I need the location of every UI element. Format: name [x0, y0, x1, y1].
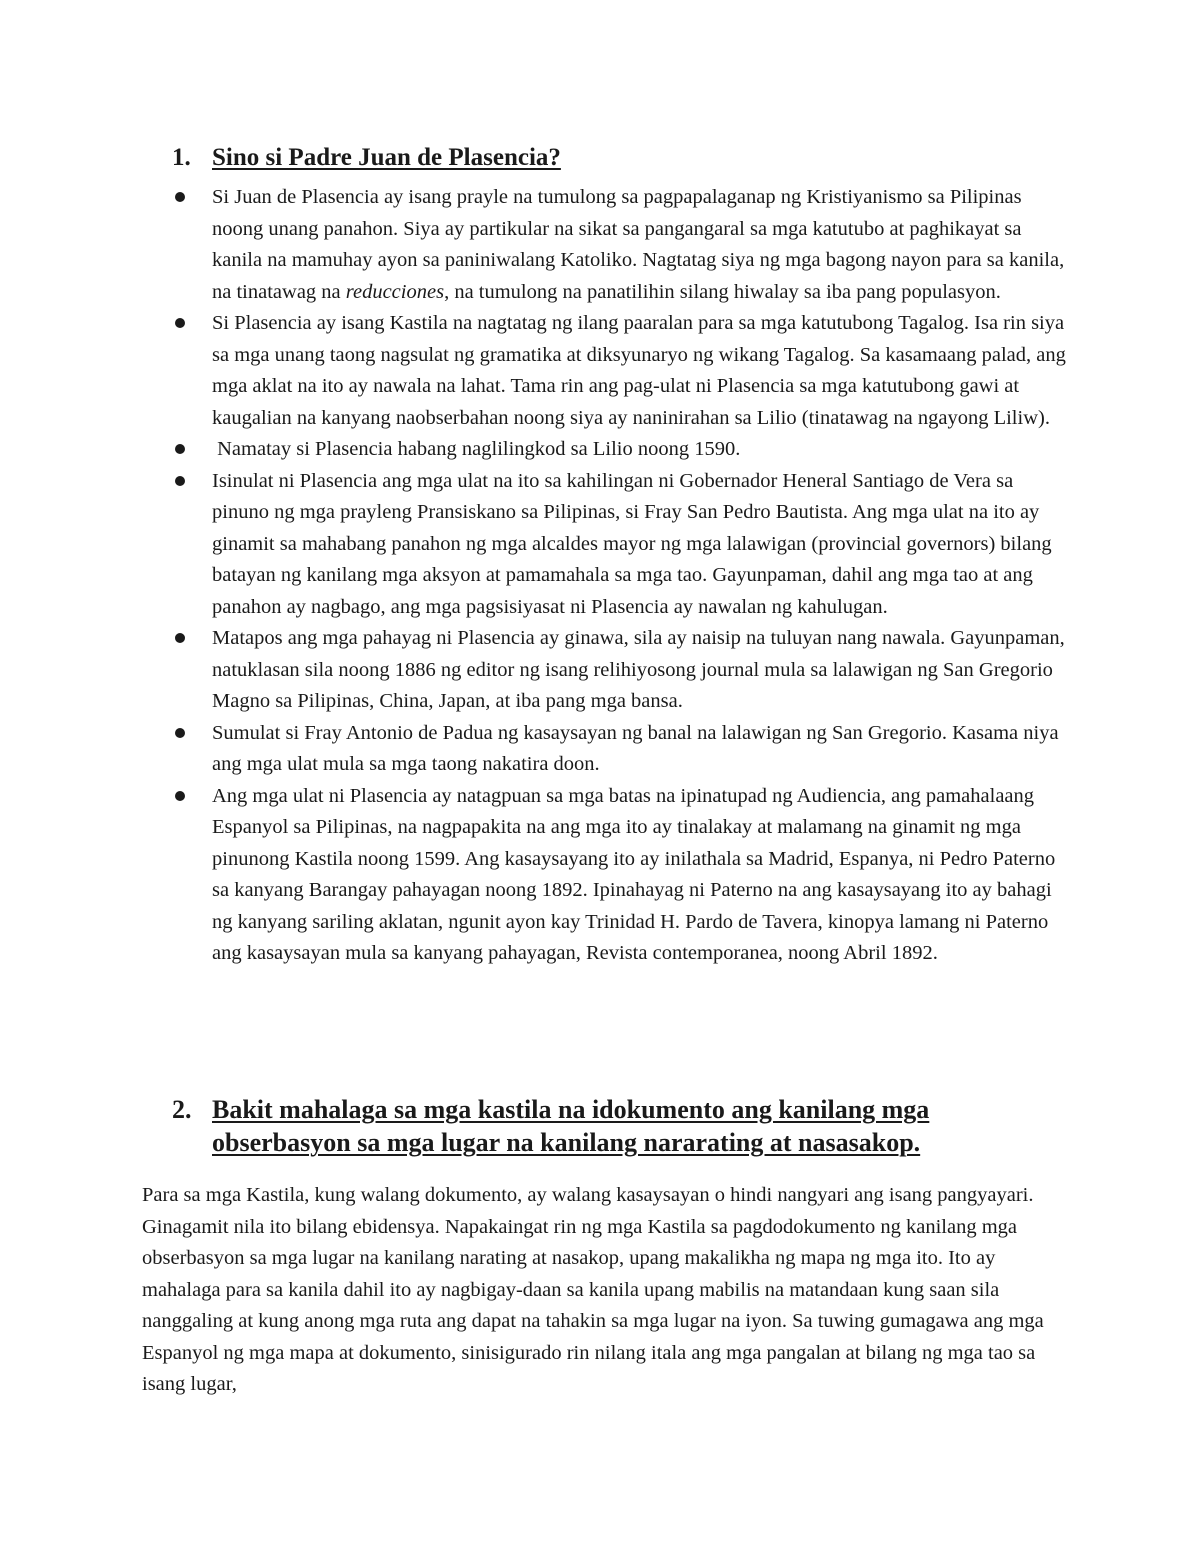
section-1-number: 1.: [172, 144, 191, 171]
bullet-dot-icon: [175, 476, 185, 486]
bullet-text: Isinulat ni Plasencia ang mga ulat na ito sa kahilingan ni Gobernador Heneral Santiago de Vera sa pinuno ng mga prayleng Pransiskano sa Pilipinas, si Fray San Pedro Bautista. Ang mga ulat na ito ay ginamit sa mahabang panahon ng mga alcaldes mayor ng mga lalawigan (provincial governors) bilang batayan ng kanilang mga aksyon at pamamahala sa mga tao. Gayunpaman, dahil ang mga tao at ang panahon ay nagbago, ang mga pagsisiyasat ni Plasencia ay nawalan ng kahulugan.: [212, 469, 1052, 618]
section-1-bullet-list: [172, 182, 1072, 970]
bullet-item: [172, 434, 1072, 466]
bullet-item: [172, 308, 1072, 434]
section-2-paragraph: Para sa mga Kastila, kung walang dokumento, ay walang kasaysayan o hindi nangyari ang isang pangyayari. Ginagamit nila ito bilang ebidensya. Napakaingat rin ng mga Kastila sa pagdodokumento ng kanilang mga obserbasyon sa mga lugar na kanilang narating at nasakop, upang makalikha ng mapa ng mga ito. Ito ay mahalaga para sa kanila dahil ito ay nagbigay-daan sa kanila upang mabilis na matandaan kung saan sila nanggaling at kung anong mga ruta ang dapat na tahakin sa mga lugar na iyon. Sa tuwing gumagawa ang mga Espanyol ng mga mapa at dokumento, sinisigurado rin nilang itala ang mga pangalan at bilang ng mga tao sa isang lugar,: [142, 1184, 1044, 1395]
bullet-text-italic: reducciones: [345, 280, 445, 303]
bullet-dot-icon: [175, 444, 185, 454]
bullet-item: [172, 623, 1072, 718]
bullet-text-before: Si Juan de Plasencia ay isang prayle na tumulong sa pagpapalaganap ng Kristiyanismo sa Pilipinas noong unang panahon. Siya ay partikular na sikat sa pangangaral sa mga katutubo at paghikayat sa kanila na mamuhay ayon sa paniniwalang Katoliko. Nagtatag siya ng mga bagong nayon para sa kanila, na tinatawag na: [212, 186, 1065, 303]
bullet-text: Ang mga ulat ni Plasencia ay natagpuan sa mga batas na ipinatupad ng Audiencia, ang pamahalaang Espanyol sa Pilipinas, na nagpapakita na ang mga ito ay tinalakay at malamang na ginamit ng mga pinunong Kastila noong 1599. Ang kasaysayang ito ay inilathala sa Madrid, Espanya, ni Pedro Paterno sa kanyang Barangay pahayagan noong 1892. Ipinahayag ni Paterno na ang kasaysayang ito ay bahagi ng kanyang sariling aklatan, ngunit ayon kay Trinidad H. Pardo de Tavera, kinopya lamang ni Paterno ang kasaysayan mula sa kanyang pahayagan, Revista contemporanea, noong Abril 1892.: [212, 784, 1056, 964]
section-1-title: Sino si Padre Juan de Plasencia?: [212, 144, 561, 171]
section-2-number: 2.: [172, 1095, 192, 1124]
bullet-dot-icon: [175, 633, 185, 643]
bullet-text: Si Plasencia ay isang Kastila na nagtatag ng ilang paaralan para sa mga katutubong Tagalog. Isa rin siya sa mga unang taong nagsulat ng gramatika at diksyunaryo ng wikang Tagalog. Sa kasamaang palad, ang mga aklat na ito ay nawala na lahat. Tama rin ang pag-ulat ni Plasencia sa mga katutubong gawi at kaugalian na kanyang naobserbahan noong siya ay naninirahan sa Lilio (tinatawag na ngayong Liliw).: [212, 312, 1066, 429]
bullet-dot-icon: [175, 728, 185, 738]
bullet-item: [172, 466, 1072, 624]
bullet-dot-icon: [175, 318, 185, 328]
bullet-dot-icon: [175, 791, 185, 801]
bullet-text: Sumulat si Fray Antonio de Padua ng kasaysayan ng banal na lalawigan ng San Gregorio. Kasama niya ang mga ulat mula sa mga taong nakatira doon.: [212, 721, 1059, 775]
bullet-text: Namatay si Plasencia habang naglilingkod sa Lilio noong 1590.: [212, 438, 741, 460]
bullet-item: [172, 182, 1072, 308]
bullet-text: Matapos ang mga pahayag ni Plasencia ay ginawa, sila ay naisip na tuluyan nang nawala. Gayunpaman, natuklasan sila noong 1886 ng editor ng isang relihiyosong journal mula sa lalawigan ng San Gregorio Magno sa Pilipinas, China, Japan, at iba pang mga bansa.: [212, 627, 1065, 712]
bullet-text-after: , na tumulong na panatilihin silang hiwalay sa iba pang populasyon.: [444, 280, 1001, 303]
bullet-item: [172, 781, 1072, 970]
bullet-item: [172, 718, 1072, 781]
section-2-title: Bakit mahalaga sa mga kastila na idokumento ang kanilang mga obserbasyon sa mga lugar na kanilang nararating at nasasakop.: [212, 1095, 930, 1157]
bullet-dot-icon: [175, 192, 185, 202]
